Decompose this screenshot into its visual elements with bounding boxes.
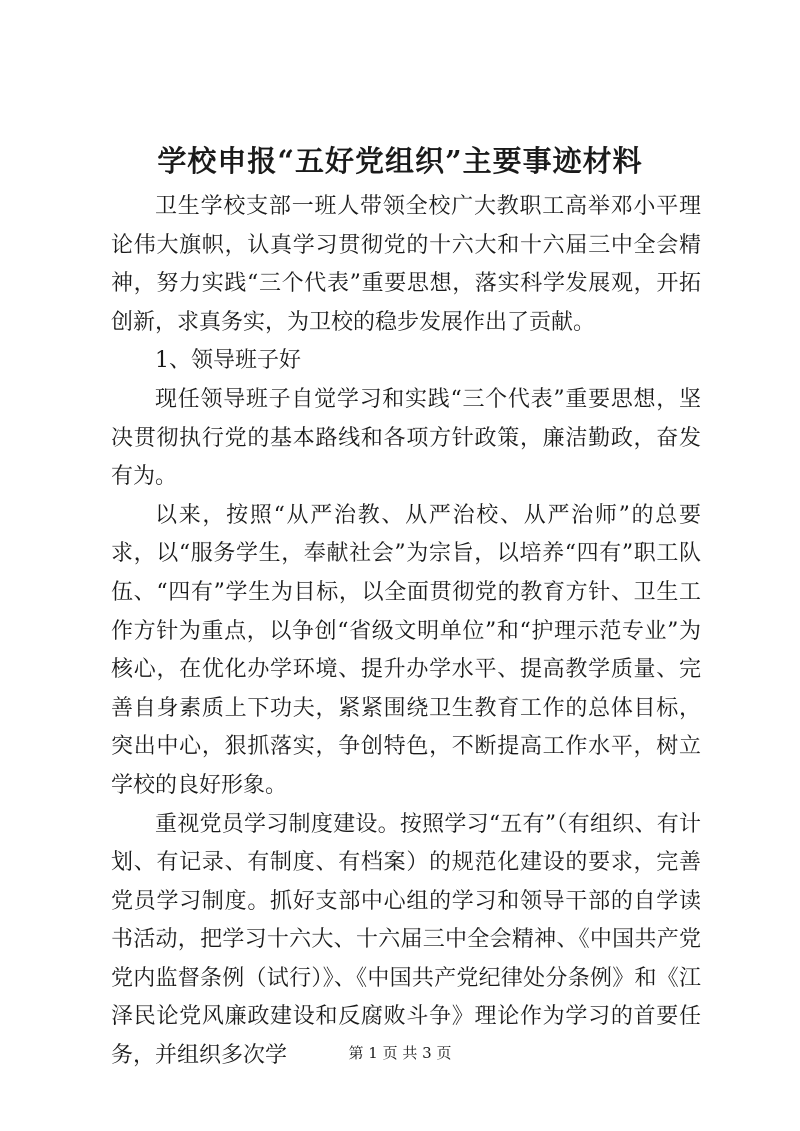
page-number-footer: 第 1 页 共 3 页 bbox=[348, 1044, 452, 1062]
paragraph-requirements: 以来，按照“从严治教、从严治校、从严治师”的总要求，以“服务学生，奉献社会”为宗旨，以培养“四有”职工队伍、“四有”学生为目标，以全面贯彻党的教育方针、卫生工作方针为重点，以争创“省级文明单位”和“护理示范专业”为核心，在优化办学环境、提升办学水平、提高教学质量、完善自身素质上下功夫，紧紧围绕卫生教育工作的总体目标，突出中心，狠抓落实，争创特色，不断提高工作水平，树立学校的良好形象。 bbox=[111, 502, 701, 798]
section-heading-leadership: 1、领导班子好 bbox=[155, 348, 301, 374]
paragraph-study-system: 重视党员学习制度建设。按照学习“五有”（有组织、有计划、有记录、有制度、有档案）的规范化建设的要求，完善党员学习制度。抓好支部中心组的学习和领导干部的自学读书活动，把学习十六大、十六届三中全会精神、《中国共产党党内监督条例（试行）》、《中国共产党纪律处分条例》和《江泽民论党风廉政建设和反腐败斗争》理论作为学习的首要任务，并组织多次学 bbox=[111, 811, 701, 1069]
paragraph-leadership: 现任领导班子自觉学习和实践“三个代表”重要思想，坚决贯彻执行党的基本路线和各项方针政策，廉洁勤政，奋发有为。 bbox=[111, 386, 701, 490]
paragraph-intro: 卫生学校支部一班人带领全校广大教职工高举邓小平理论伟大旗帜，认真学习贯彻党的十六大和十六届三中全会精神，努力实践“三个代表”重要思想，落实科学发展观，开拓创新，求真务实，为卫校的稳步发展作出了贡献。 bbox=[111, 194, 701, 335]
document-title: 学校申报“五好党组织”主要事迹材料 bbox=[157, 144, 643, 178]
document-body bbox=[111, 188, 701, 1076]
